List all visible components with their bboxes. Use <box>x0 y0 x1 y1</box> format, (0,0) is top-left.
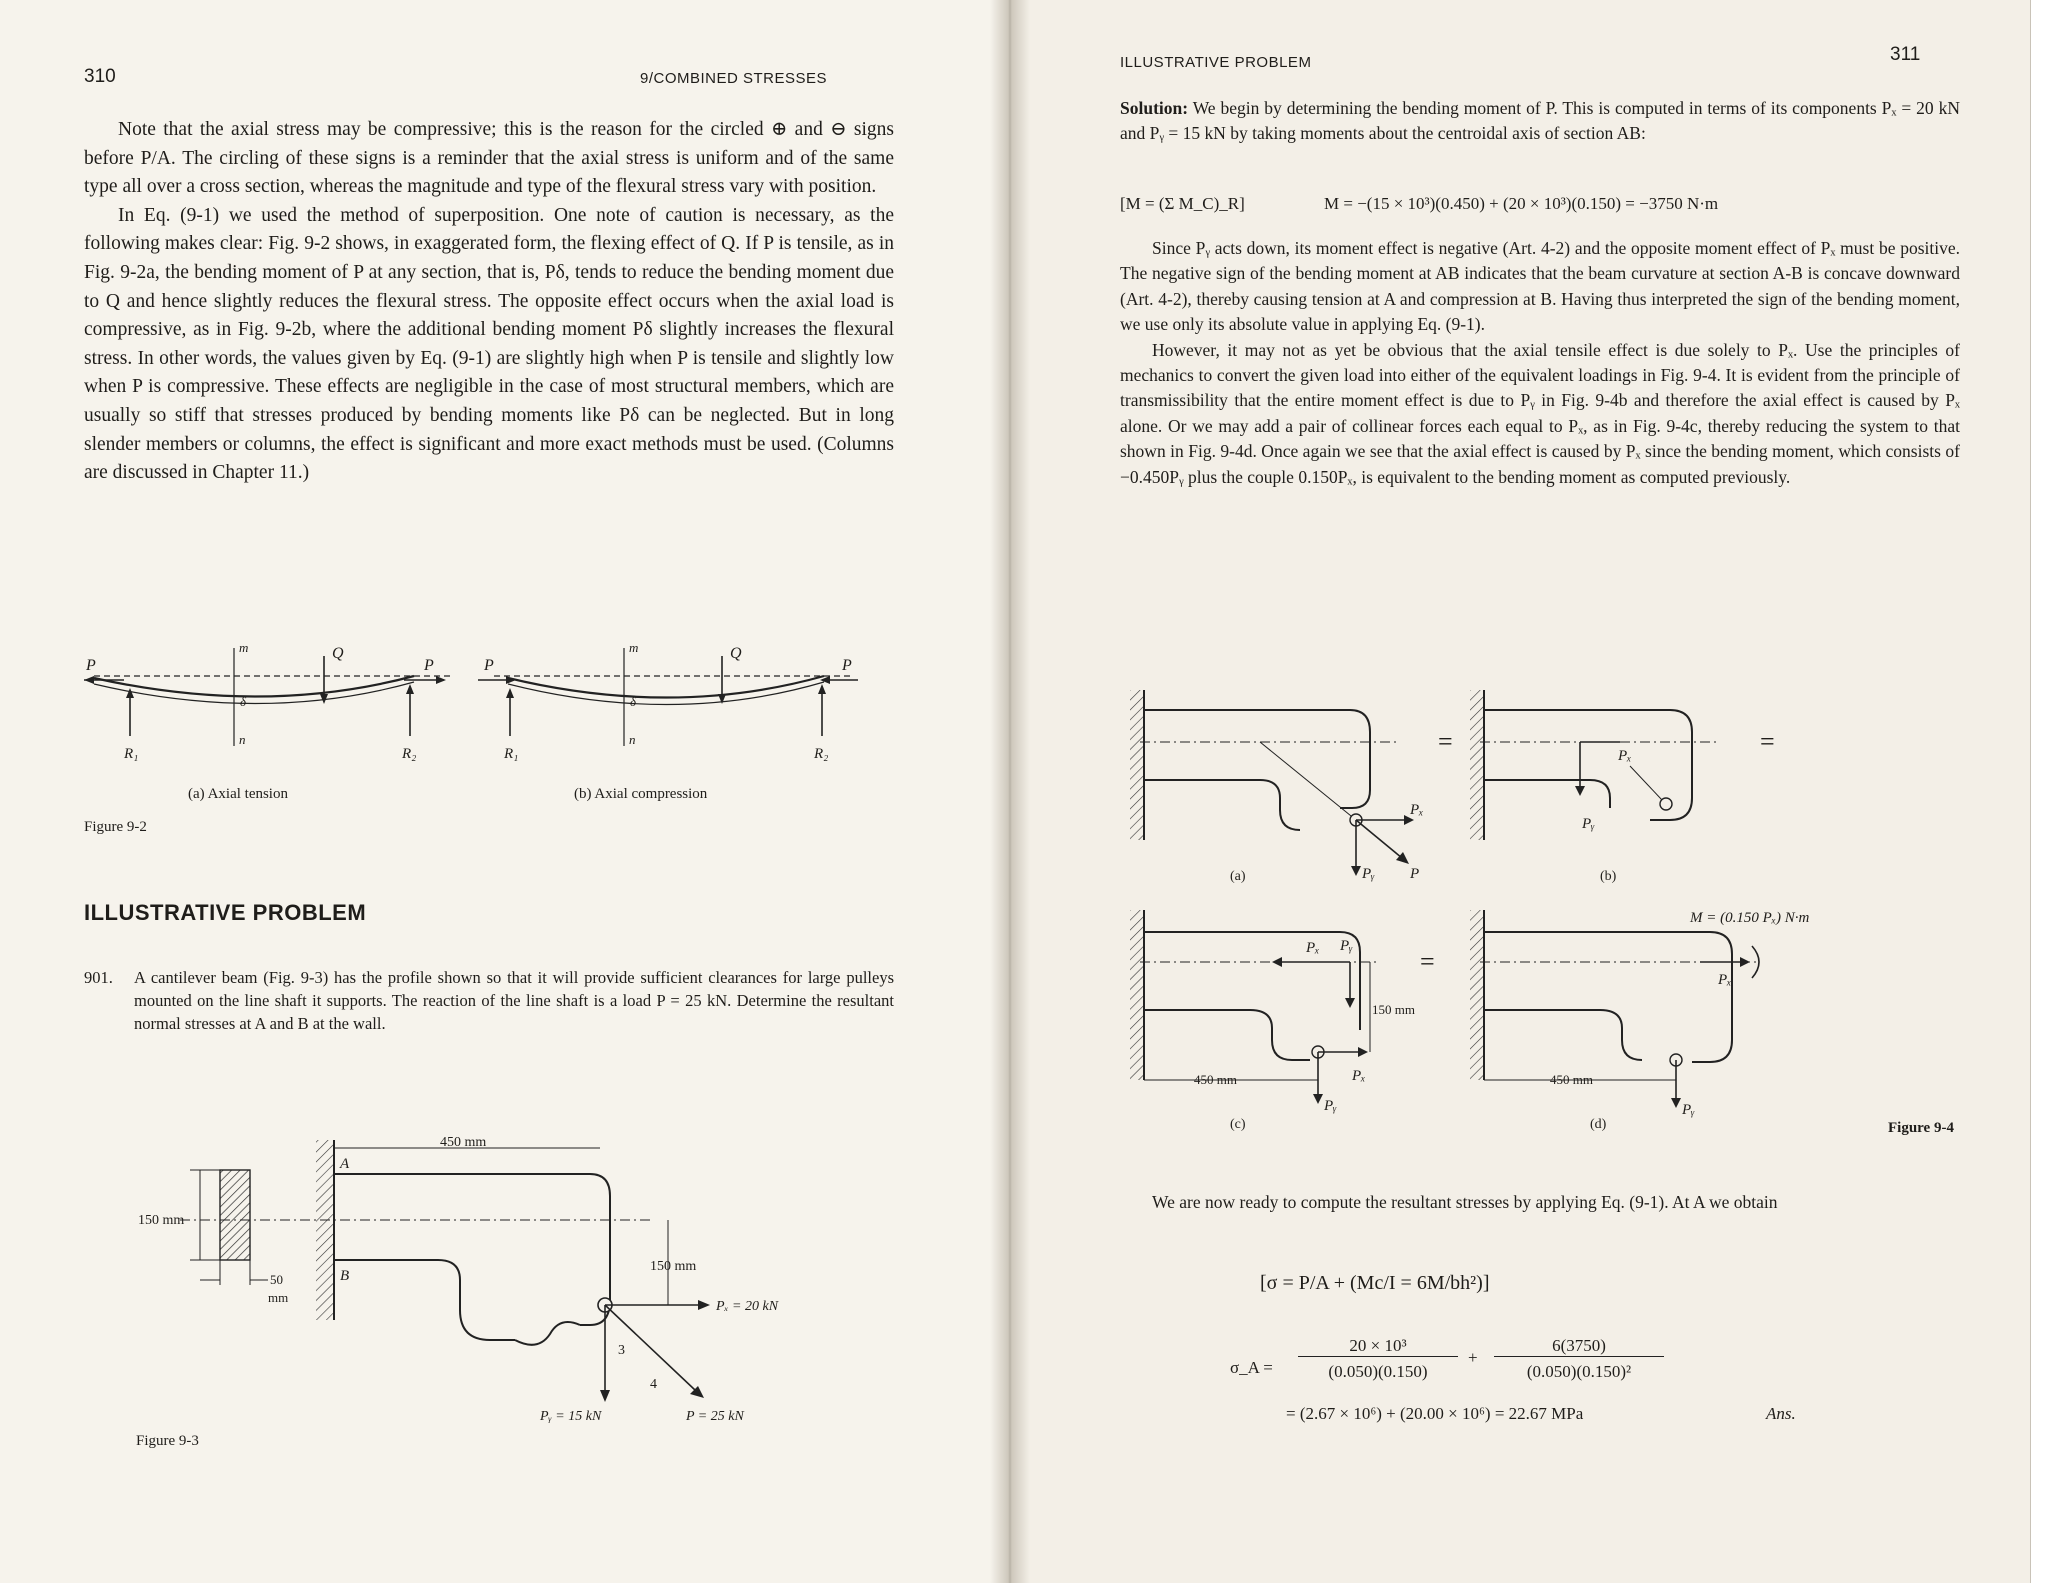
running-head-right: ILLUSTRATIVE PROBLEM <box>1120 54 1312 71</box>
page-number-left: 310 <box>84 66 116 87</box>
fig3-dim-150-left: 150 mm <box>138 1213 185 1228</box>
fig2a-label-m: m <box>239 640 249 655</box>
fig4c-dim-150: 150 mm <box>1372 1002 1415 1017</box>
figure-9-4d <box>1470 910 1810 1132</box>
fig4c-py: Pᵧ <box>1324 1098 1337 1114</box>
solution-block <box>1120 96 1960 147</box>
fig2b-label-p-right: P <box>842 657 852 674</box>
fig4b-label: (b) <box>1600 869 1617 884</box>
moment-eq-left: [M = (Σ M_C)_R] <box>1120 194 1245 213</box>
fig3-dim-50-unit: mm <box>268 1290 289 1305</box>
fig2b-label-n: n <box>629 732 636 747</box>
body-text-left <box>84 116 894 488</box>
wall <box>316 1140 334 1320</box>
fig4d-moment: M = (0.150 Pₓ) N·m <box>1690 910 1810 926</box>
eq-term2-num: 6(3750) <box>1494 1336 1664 1357</box>
fig4a-py: Pᵧ <box>1362 866 1375 882</box>
fig2a-label-n: n <box>239 732 246 747</box>
fig4c-px-top: Pₓ <box>1306 940 1320 956</box>
figure-9-4a <box>1130 690 1423 884</box>
page-number-right: 311 <box>1890 44 1921 65</box>
fig2b-label-r2: R₂ <box>814 746 829 762</box>
fig4-equals-3: = <box>1420 947 1435 976</box>
paragraph-however: However, it may not as yet be obvious that the axial tensile effect is due solely to Pₓ. Use the principles of mechanics to convert the given load into either of the equivalent loadings in Fig. 9-4. It is evident from the principle of transmissibility that the entire moment effect is due to Pᵧ in Fig. 9-4b and therefore the axial effect is caused by Pₓ alone. Or we may add a pair of collinear forces each equal to Pₓ, as in Fig. 9-4c, thereby reducing the system to that shown in Fig. 9-4d. Once again we see that the axial effect is caused by Pₓ since the bending moment, which consists of −0.450Pᵧ plus the couple 0.150Pₓ, is equivalent to the bending moment as computed previously. <box>1120 339 1960 487</box>
paragraph-2: In Eq. (9-1) we used the method of superposition. One note of caution is necessary, as the following makes clear: Fig. 9-2 shows, in exaggerated form, the flexing effect of Q. If P is tensile, as in Fig. 9-2a, the bending moment of P at any section, that is, Pδ, tends to reduce the bending moment due to Q and hence slightly reduces the flexural stress. The opposite effect occurs when the axial load is compressive, as in Fig. 9-2b, where the additional bending moment Pδ slightly increases the flexural stress. In other words, the values given by Eq. (9-1) are slightly high when P is tensile and slightly low when P is compressive. These effects are negligible in the case of most structural members, which are usually so stiff that stresses produced by bending moments like Pδ can be neglected. But in long slender members or columns, the effect is significant and more exact methods must be used. (Columns are discussed in Chapter 11.) <box>84 204 894 484</box>
eq-general: [σ = P/A + (Mc/I = 6M/bh²)] <box>1260 1272 1490 1294</box>
fig2a-label-delta: δ <box>240 694 247 709</box>
fig4b-px: Pₓ <box>1618 748 1632 764</box>
fig4d-py: Pᵧ <box>1682 1102 1695 1118</box>
fig4c-py-top: Pᵧ <box>1340 938 1353 954</box>
illustrative-problem-heading: ILLUSTRATIVE PROBLEM <box>84 900 367 925</box>
figure-9-3-label: Figure 9-3 <box>136 1433 199 1449</box>
cross-section-rect <box>220 1170 250 1260</box>
page-edge <box>2030 0 2048 1583</box>
fig3-p: P = 25 kN <box>686 1409 744 1424</box>
fig4a-label: (a) <box>1230 869 1246 884</box>
fig2a-label-p-right: P <box>424 657 434 674</box>
fig3-point-b: B <box>340 1268 350 1284</box>
fig2a-label-r2: R₂ <box>402 746 417 762</box>
figure-9-2-label: Figure 9-2 <box>84 819 147 835</box>
fig4d-px: Pₓ <box>1718 972 1732 988</box>
fig3-px: Pₓ = 20 kN <box>716 1299 779 1314</box>
fig2b-label-delta: δ <box>630 694 637 709</box>
fig4d-dim-450: 450 mm <box>1550 1072 1593 1087</box>
eq-result: = (2.67 × 10⁶) + (20.00 × 10⁶) = 22.67 MPa <box>1286 1404 1584 1423</box>
right-page <box>1030 0 2048 1583</box>
fig4d-label: (d) <box>1590 1117 1607 1132</box>
fig3-slope-3: 3 <box>618 1343 625 1358</box>
fig4a-px: Pₓ <box>1410 802 1424 818</box>
fig2b-label-r1: R₁ <box>504 746 519 762</box>
fig2a-label-p-left: P <box>86 657 96 674</box>
fig4c-px: Pₓ <box>1352 1068 1366 1084</box>
paragraph-1: Note that the axial stress may be compressive; this is the reason for the circled ⊕ and ⊖ signs before P/A. The circling of these signs is a reminder that the axial stress is uniform and of the same type all over a cross section, whereas the magnitude and type of the flexural stress vary with position. <box>84 119 894 198</box>
fig2b-caption: (b) Axial compression <box>574 786 708 802</box>
figure-9-4c <box>1130 910 1415 1132</box>
book-gutter <box>990 0 1030 1583</box>
fig2a-label-q: Q <box>332 645 344 662</box>
fig3-dim-50: 50 <box>270 1272 283 1287</box>
solution-text: We begin by determining the bending moment of P. This is computed in terms of its components Pₓ = 20 kN and Pᵧ = 15 kN by taking moments about the centroidal axis of section AB: <box>1120 98 1960 144</box>
fig4b-py: Pᵧ <box>1582 816 1595 832</box>
fig4c-label: (c) <box>1230 1117 1246 1132</box>
left-page <box>0 0 1000 1583</box>
fig2b-label-p-left: P <box>484 657 494 674</box>
figure-9-2a-diagram <box>84 640 454 802</box>
solution-label: Solution: <box>1120 98 1189 118</box>
fig2a-caption: (a) Axial tension <box>188 786 288 802</box>
ready-paragraph <box>1120 1190 1960 1215</box>
figure-9-4 <box>1120 680 1980 1160</box>
eq-plus: + <box>1468 1348 1478 1367</box>
fig2b-label-m: m <box>629 640 639 655</box>
fig2b-label-q: Q <box>730 645 742 662</box>
fig3-slope-4: 4 <box>650 1377 657 1392</box>
figure-9-2 <box>84 636 884 836</box>
paragraph-ready: We are now ready to compute the resultant stresses by applying Eq. (9-1). At A we obtain <box>1152 1192 1778 1212</box>
eq-term1-num: 20 × 10³ <box>1298 1336 1458 1357</box>
eq-term1-den: (0.050)(0.150) <box>1328 1362 1428 1381</box>
fig4a-p: P <box>1410 866 1420 882</box>
problem-number: 901. <box>84 968 113 987</box>
running-head-left: 9/COMBINED STRESSES <box>640 70 828 87</box>
problem-text: A cantilever beam (Fig. 9-3) has the profile shown so that it will provide sufficient clearances for large pulleys mounted on the line shaft it supports. The reaction of the line shaft is a load P = 25 kN. Determine the resultant normal stresses at A and B at the wall. <box>134 968 894 1033</box>
fig3-dim-150-right: 150 mm <box>650 1259 697 1274</box>
answer-marker: Ans. <box>1766 1404 1796 1423</box>
fig4c-dim-450: 450 mm <box>1194 1072 1237 1087</box>
paragraph-since: Since Pᵧ acts down, its moment effect is negative (Art. 4-2) and the opposite moment effect of Pₓ must be positive. The negative sign of the bending moment at AB indicates that the beam curvature at section A-B is concave downward (Art. 4-2), thereby causing tension at A and compression at B. Having thus interpreted the sign of the bending moment, we use only its absolute value in applying Eq. (9-1). <box>1120 238 1960 335</box>
figure-9-4-label: Figure 9-4 <box>1888 1120 1954 1136</box>
fig3-py: Pᵧ = 15 kN <box>540 1409 602 1424</box>
figure-9-3 <box>120 1120 820 1450</box>
fig2a-label-r1: R₁ <box>124 746 139 762</box>
fig4-equals-2: = <box>1760 727 1775 756</box>
fig4-equals-1: = <box>1438 727 1453 756</box>
moment-eq-right: M = −(15 × 10³)(0.450) + (20 × 10³)(0.150) = −3750 N·m <box>1324 194 1719 213</box>
fig3-dim-450: 450 mm <box>440 1135 487 1150</box>
eq-sigma-label: σ_A = <box>1230 1358 1273 1377</box>
figure-9-4b <box>1470 690 1720 884</box>
body-text-right <box>1120 236 1960 490</box>
eq-term2-den: (0.050)(0.150)² <box>1526 1362 1632 1381</box>
figure-9-2b-diagram <box>478 640 858 802</box>
fig3-point-a: A <box>340 1156 350 1172</box>
